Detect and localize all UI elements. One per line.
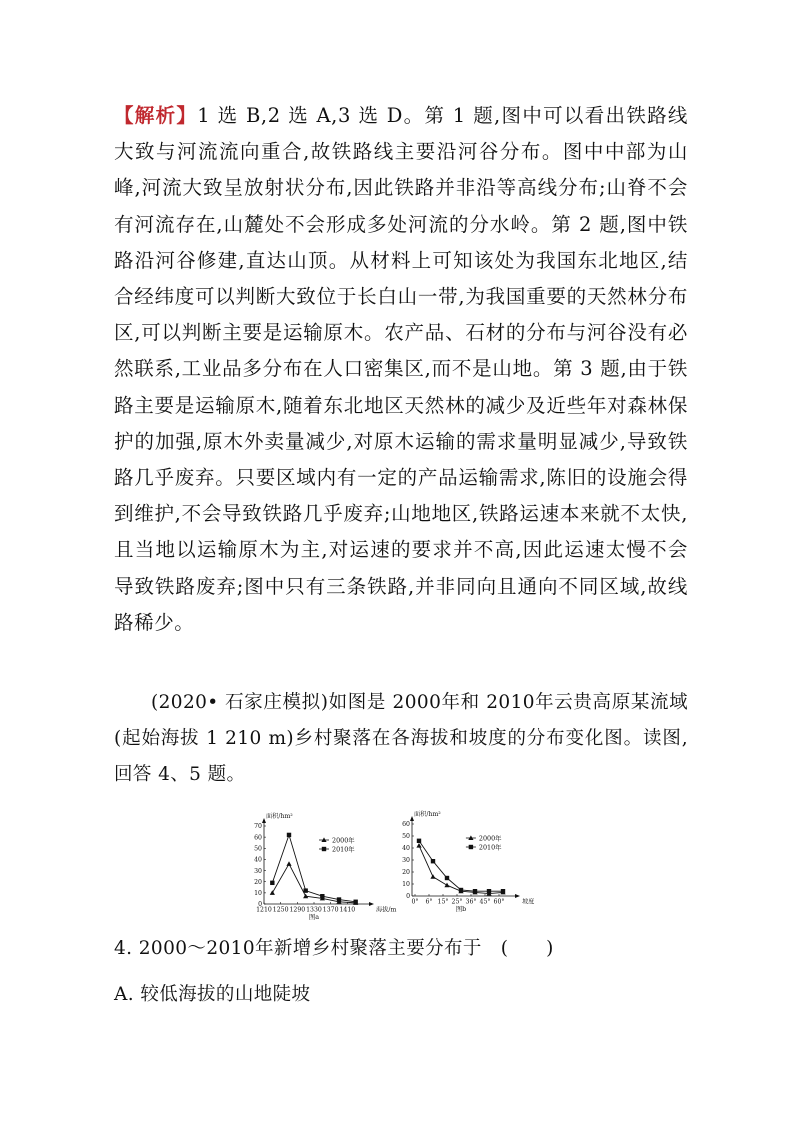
x-axis-label: 海拔/m (376, 906, 397, 914)
data-point (431, 859, 435, 863)
y-tick-label: 70 (254, 823, 262, 831)
x-tick-label: 15° (437, 898, 449, 906)
data-point (473, 889, 477, 893)
x-axis-arrow (369, 902, 374, 906)
series-line (419, 846, 503, 894)
x-axis-arrow (515, 894, 520, 898)
y-tick-label: 0 (406, 893, 410, 901)
x-tick-label: 36° (465, 898, 477, 906)
y-tick-label: 10 (254, 890, 262, 898)
chart-figures (252, 811, 535, 924)
y-tick-label: 30 (402, 857, 410, 865)
y-tick-label: 10 (402, 881, 410, 889)
legend-marker (322, 847, 326, 851)
y-tick-label: 40 (402, 845, 410, 853)
x-tick-label: 1210 (256, 906, 272, 914)
y-tick-label: 50 (254, 845, 262, 853)
chart-b (402, 810, 534, 913)
x-tick-label: 6° (425, 898, 433, 906)
legend-label: 2010年 (478, 843, 502, 852)
question-4-stem (114, 934, 554, 960)
analysis-text: 1 选 B,2 选 A,3 选 D。第 1 题,图中可以看出铁路线大致与河流流向重合,故铁路线主要沿河谷分布。图中中部为山峰,河流大致呈放射状分布,因此铁路并非沿等高线分布;山脊不会有河流存在,山麓处不会形成多处河流的分水岭。第 2 题,图中铁路沿河谷修建,直达山顶。从材料上可知该处为我国东北地区,结合经纬度可以判断大致位于长白山一带,为我国重要的天然林分布区,可以判断主要是运输原木。农产品、石材的分布与河谷没有必然联系,工业品多分布在人口密集区,而不是山地。第 3 题,由于铁路主要是运输原木,随着东北地区天然林的减少及近些年对森林保护的加强,原木外卖量减少,对原木运输的需求量明显减少,导致铁路几乎废弃。只要区域内有一定的产品运输需求,陈旧的设施会得到维护,不会导致铁路几乎废弃;山地地区,铁路运速本来就不太快,且当地以运输原木为主,对运速的要求并不高,因此运速太慢不会导致铁路废弃;图中只有三条铁路,并非同向且通向不同区域,故线路稀少。 (114, 104, 689, 634)
data-point (287, 833, 291, 837)
data-point (320, 894, 324, 898)
data-point (444, 883, 449, 888)
x-tick-label: 25° (451, 898, 463, 906)
legend-label: 2010年 (332, 845, 355, 854)
charts-svg (252, 811, 535, 924)
legend-label: 2000年 (478, 834, 502, 843)
x-tick-label: 1410 (339, 906, 356, 914)
analysis-paragraph (114, 98, 688, 641)
x-axis-label: 坡度 (522, 898, 535, 906)
series-line (272, 864, 355, 903)
legend-marker (469, 845, 473, 849)
question-4-text: 4. 2000～2010年新增乡村聚落主要分布于 (114, 938, 482, 959)
data-point (445, 876, 449, 880)
y-tick-label: 30 (254, 867, 262, 875)
answer-bracket[interactable]: ( ) (500, 938, 554, 959)
data-point (459, 888, 463, 892)
x-tick-label: 1250 (272, 906, 289, 914)
data-point (286, 861, 291, 866)
legend-label: 2000年 (332, 836, 355, 845)
analysis-tag: 【解析】 (114, 104, 198, 127)
chart-caption: 图b (455, 905, 467, 913)
data-point (303, 894, 308, 899)
data-point (337, 897, 341, 901)
question-intro: (2020• 石家庄模拟)如图是 2000年和 2010年云贵高原某流域(起始海拔 1 210 m)乡村聚落在各海拔和坡度的分布变化图。读图,回答 4、5 题。 (114, 692, 688, 785)
data-point (417, 839, 421, 843)
data-point (353, 900, 357, 904)
data-point (430, 874, 435, 879)
x-tick-label: 45° (479, 898, 491, 906)
y-tick-label: 20 (402, 869, 410, 877)
data-point (487, 889, 491, 893)
chart-a (254, 812, 396, 921)
y-tick-label: 60 (254, 834, 262, 842)
y-tick-label: 60 (402, 821, 410, 829)
y-tick-label: 20 (254, 878, 262, 886)
y-tick-label: 40 (254, 856, 262, 864)
data-point (270, 881, 274, 885)
y-tick-label: 0 (258, 901, 262, 909)
y-axis-label: 面积/hm² (266, 813, 293, 820)
data-point (501, 889, 505, 893)
y-tick-label: 50 (402, 833, 410, 841)
x-tick-label: 60° (493, 898, 505, 906)
x-tick-label: 1370 (322, 906, 339, 914)
y-axis-label: 面积/hm² (414, 811, 441, 818)
option-a[interactable]: A. 较低海拔的山地陡坡 (114, 984, 311, 1005)
data-point (270, 890, 275, 895)
x-tick-label: 1290 (289, 906, 306, 914)
x-tick-label: 1330 (306, 906, 322, 914)
chart-caption: 图a (308, 913, 320, 921)
x-tick-label: 0° (411, 898, 419, 906)
data-point (303, 888, 307, 892)
